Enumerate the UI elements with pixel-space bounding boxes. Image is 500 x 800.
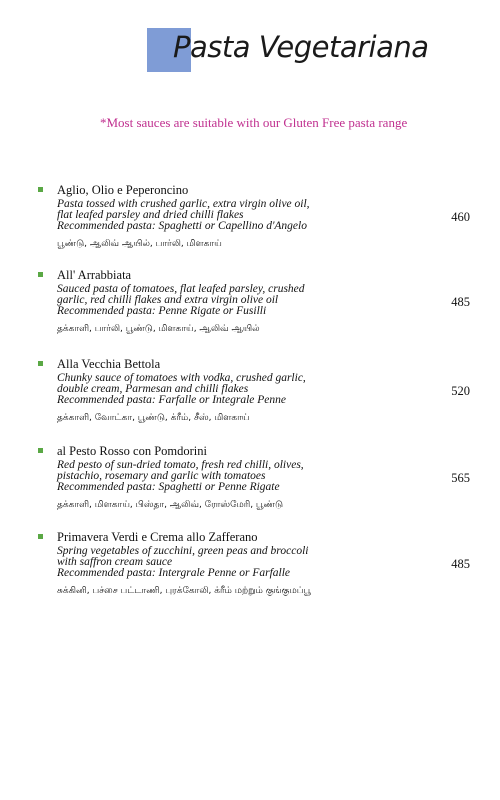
tamil-ingredients: தக்காளி, வோட்கா, பூண்டு, க்ரீம், சீஸ், மிளகாய் [57,413,250,423]
item-description [57,284,387,317]
recommended-pasta: Recommended pasta: Intergrale Penne or Farfalle [57,567,291,579]
tamil-ingredients: பூண்டு, ஆலிவ் ஆயில், பார்லி, மிளகாய் [57,239,222,249]
description-line: Sauced pasta of tomatoes, flat leafed parsley, crushed [57,283,305,295]
bullet-icon [38,272,43,277]
recommended-pasta: Recommended pasta: Spaghetti or Penne Rigate [57,481,280,493]
description-line: double cream, Parmesan and chilli flakes [57,383,249,395]
item-name: All' Arrabbiata [57,268,132,282]
item-price: 460 [451,210,470,224]
description-line: Chunky sauce of tomatoes with vodka, crushed garlic, [57,372,306,384]
page-title: Pasta Vegetariana [173,30,429,64]
bullet-icon [38,534,43,539]
bullet-icon [38,448,43,453]
bullet-icon [38,361,43,366]
item-name: Alla Vecchia Bettola [57,357,161,371]
description-line: garlic, red chilli flakes and extra virgin olive oil [57,294,279,306]
item-price: 485 [451,295,470,309]
description-line: pistachio, rosemary and garlic with tomatoes [57,470,266,482]
gluten-free-note: *Most sauces are suitable with our Gluten Free pasta range [100,115,408,130]
tamil-ingredients: சுக்கினி, பச்சை பட்டாணி, புரக்கோலி, க்ரீம் மற்றும் குங்குமப்பூ [57,586,312,596]
item-price: 565 [451,471,470,485]
item-price: 520 [451,384,470,398]
item-description [57,460,387,493]
description-line: with saffron cream sauce [57,556,173,568]
description-line: Red pesto of sun-dried tomato, fresh red chilli, olives, [57,459,304,471]
description-line: flat leafed parsley and dried chilli flakes [57,209,244,221]
bullet-icon [38,187,43,192]
description-line: Spring vegetables of zucchini, green peas and broccoli [57,545,309,557]
recommended-pasta: Recommended pasta: Farfalle or Integrale Penne [57,394,286,406]
page-title-block [147,28,467,74]
item-name: Aglio, Olio e Peperoncino [57,183,189,197]
description-line: Pasta tossed with crushed garlic, extra virgin olive oil, [57,198,310,210]
tamil-ingredients: தக்காளி, பார்லி, பூண்டு, மிளகாய், ஆலிவ் ஆயில் [57,324,260,334]
item-name: al Pesto Rosso con Pomdorini [57,444,208,458]
tamil-ingredients: தக்காளி, மிளகாய், பிஸ்தா, ஆலிவ், ரோஸ்மேரி, பூண்டு [57,500,284,510]
recommended-pasta: Recommended pasta: Penne Rigate or Fusilli [57,305,267,317]
item-name: Primavera Verdi e Crema allo Zafferano [57,530,258,544]
recommended-pasta: Recommended pasta: Spaghetti or Capellino d'Angelo [57,220,307,232]
item-description [57,546,387,579]
item-price: 485 [451,557,470,571]
item-description [57,373,387,406]
item-description [57,199,387,232]
